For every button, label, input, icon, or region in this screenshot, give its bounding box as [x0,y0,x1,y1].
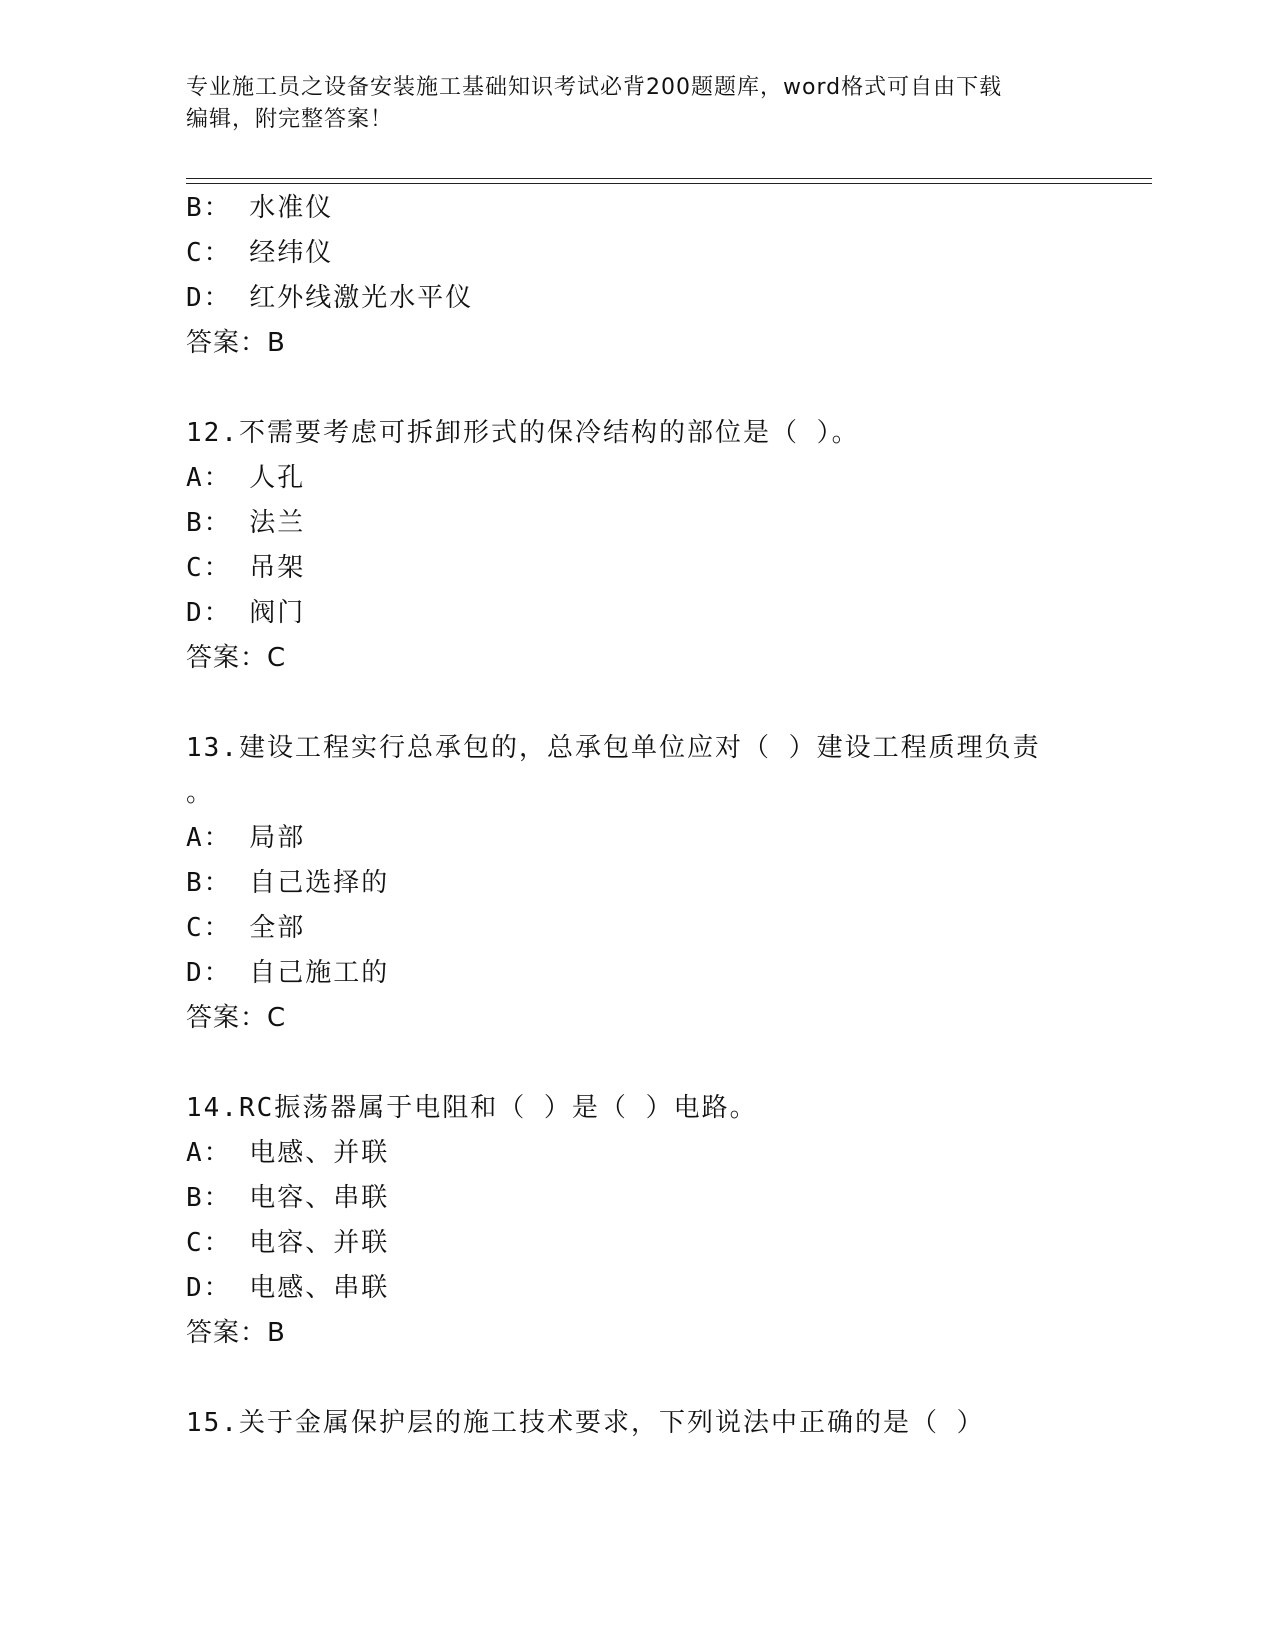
q13-option-b: B： 自己选择的 [186,868,390,898]
q12-option-a: A： 人孔 [186,463,306,493]
q11-option-d: D： 红外线激光水平仪 [186,283,474,313]
q14-option-c: C： 电容、并联 [186,1228,390,1258]
q14-option-b: B： 电容、串联 [186,1183,390,1213]
q11-option-c: C： 经纬仪 [186,238,334,268]
q15-question: 15.关于金属保护层的施工技术要求，下列说法中正确的是（ ） [186,1408,985,1438]
header-line-1: 专业施工员之设备安装施工基础知识考试必背200题题库，word格式可自由下载 [186,75,1003,100]
q12-option-b: B： 法兰 [186,508,306,538]
q12-question: 12.不需要考虑可拆卸形式的保冷结构的部位是（ ）。 [186,418,860,448]
q13-question-continued: 。 [186,778,215,808]
q12-option-c: C： 吊架 [186,553,306,583]
q14-option-a: A： 电感、并联 [186,1138,390,1168]
q13-option-a: A： 局部 [186,823,306,853]
q13-option-c: C： 全部 [186,913,306,943]
document-header [186,72,1086,136]
header-divider-top [186,178,1152,179]
q11-answer: 答案：B [186,328,286,358]
header-line-2: 编辑，附完整答案！ [186,107,394,132]
q14-question: 14.RC振荡器属于电阻和（ ）是（ ）电路。 [186,1093,758,1123]
q12-option-d: D： 阀门 [186,598,306,628]
q13-answer: 答案：C [186,1003,287,1033]
q14-option-d: D： 电感、串联 [186,1273,390,1303]
q14-answer: 答案：B [186,1318,286,1348]
q13-option-d: D： 自己施工的 [186,958,390,988]
q12-answer: 答案：C [186,643,287,673]
q11-option-b: B： 水准仪 [186,193,334,223]
header-divider-bottom [186,183,1152,184]
q13-question: 13.建设工程实行总承包的，总承包单位应对（ ）建设工程质理负责 [186,733,1041,763]
